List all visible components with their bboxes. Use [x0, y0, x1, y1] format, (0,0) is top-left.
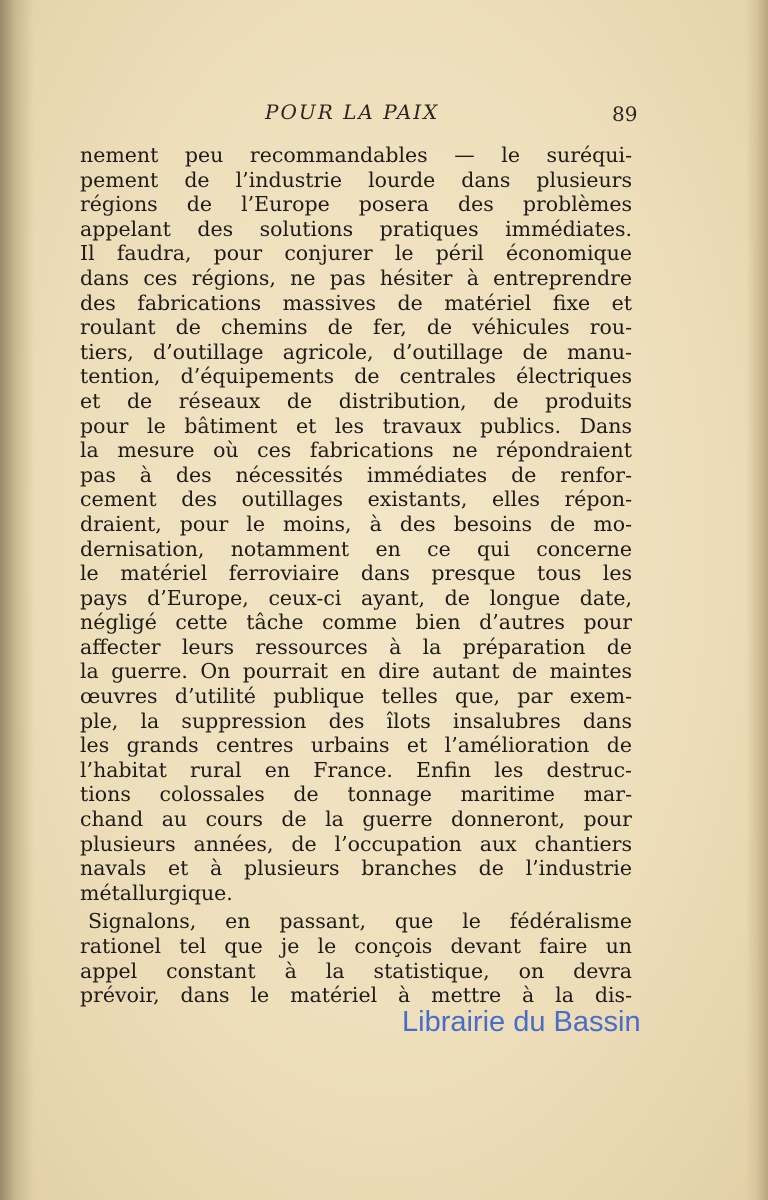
body-text	[80, 143, 632, 1008]
text-line: tiers, d’outillage agricole, d’outillage de manu-	[80, 339, 632, 364]
text-line: navals et à plusieurs branches de l’industrie	[80, 856, 632, 881]
text-line: Il faudra, pour conjurer le péril économique	[80, 241, 632, 266]
text-line: les grands centres urbains et l’amélioration de	[80, 733, 632, 758]
paragraph-1	[80, 143, 632, 905]
text-line: appel constant à la statistique, on devra	[80, 958, 632, 983]
text-line: rationel tel que je le conçois devant faire un	[80, 934, 632, 958]
text-line: prévoir, dans le matériel à mettre à la dis-	[80, 983, 632, 1008]
text-line: des fabrications massives de matériel fixe et	[80, 290, 632, 315]
text-line: Signalons, en passant, que le fédéralisme	[88, 909, 632, 934]
text-line: métallurgique.	[80, 880, 233, 905]
text-line: et de réseaux de distribution, de produits	[80, 388, 632, 413]
text-line: dans ces régions, ne pas hésiter à entreprendre	[80, 265, 632, 290]
text-line: pour le bâtiment et les travaux publics. Dans	[80, 413, 632, 438]
paragraph-2	[80, 909, 632, 1007]
text-line: la guerre. On pourrait en dire autant de maintes	[80, 659, 632, 684]
text-line: pement de l’industrie lourde dans plusieurs	[80, 167, 632, 192]
text-line: pays d’Europe, ceux-ci ayant, de longue date,	[80, 585, 632, 610]
text-line: nement peu recommandables — le suréqui-	[80, 143, 632, 167]
text-line: draient, pour le moins, à des besoins de mo-	[80, 511, 632, 536]
text-line: appelant des solutions pratiques immédiates.	[80, 216, 632, 241]
text-line: le matériel ferroviaire dans presque tous les	[80, 561, 632, 586]
watermark: Librairie du Bassin	[402, 1006, 641, 1038]
text-line: roulant de chemins de fer, de véhicules rou-	[80, 315, 632, 340]
text-line: cement des outillages existants, elles répon-	[80, 487, 632, 512]
running-title: POUR LA PAIX	[265, 100, 440, 124]
binding-shadow	[0, 0, 34, 1200]
page-number: 89	[612, 102, 638, 126]
text-line: pas à des nécessités immédiates de renfor-	[80, 462, 632, 487]
text-line: négligé cette tâche comme bien d’autres pour	[80, 610, 632, 635]
text-line: plusieurs années, de l’occupation aux chantiers	[80, 831, 632, 856]
text-line: ple, la suppression des îlots insalubres dans	[80, 708, 632, 733]
text-line: la mesure où ces fabrications ne répondraient	[80, 438, 632, 463]
text-line: œuvres d’utilité publique telles que, par exem-	[80, 684, 632, 709]
text-line: régions de l’Europe posera des problèmes	[80, 192, 632, 217]
text-line: l’habitat rural en France. Enfin les destruc-	[80, 757, 632, 782]
page-edge	[746, 0, 768, 1200]
page-header	[0, 98, 768, 128]
text-line: chand au cours de la guerre donneront, pour	[80, 807, 632, 832]
text-line: dernisation, notamment en ce qui concerne	[80, 536, 632, 561]
text-line: tention, d’équipements de centrales électriques	[80, 364, 632, 389]
text-line: tions colossales de tonnage maritime mar-	[80, 782, 632, 807]
text-line: affecter leurs ressources à la préparation de	[80, 634, 632, 659]
